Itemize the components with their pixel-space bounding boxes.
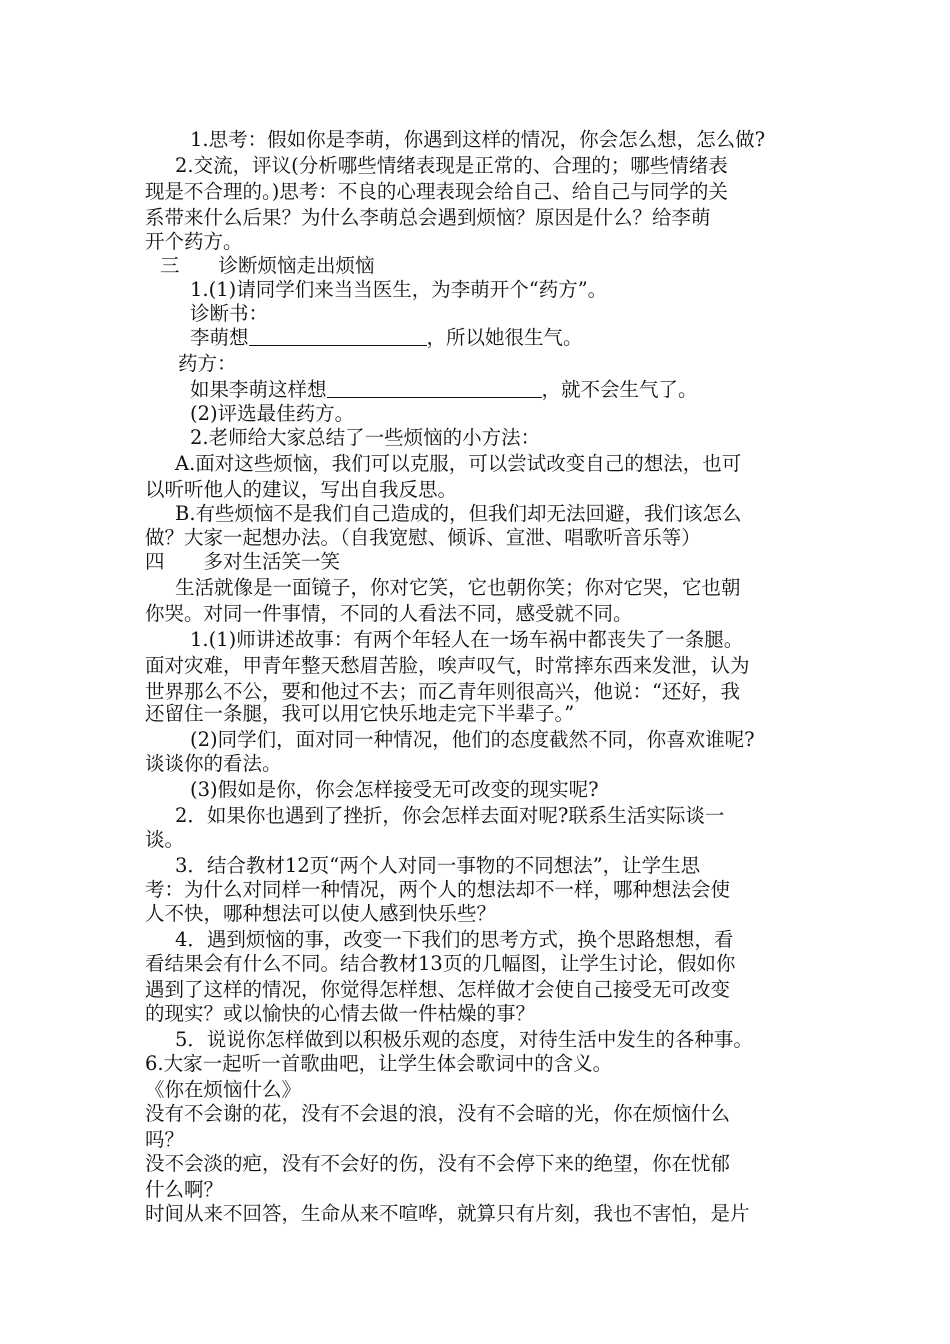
text-line: 系带来什么后果？为什么李萌总会遇到烦恼？原因是什么？给李萌	[145, 206, 711, 229]
text-line: 6.大家一起听一首歌曲吧，让学生体会歌词中的含义。	[145, 1052, 613, 1075]
text-line: 考：为什么对同样一种情况，两个人的想法却不一样，哪种想法会使	[145, 878, 731, 901]
text-line: (2)评选最佳药方。	[190, 402, 355, 425]
text-line: 的现实？或以愉快的心情去做一件枯燥的事？	[145, 1002, 536, 1025]
text-line: 还留住一条腿，我可以用它快乐地走完下半辈子。”	[145, 702, 575, 725]
text-line: 4．遇到烦恼的事，改变一下我们的思考方式，换个思路想想，看	[175, 928, 734, 951]
text-line: B.有些烦恼不是我们自己造成的，但我们却无法回避，我们该怎么	[175, 502, 742, 525]
diagnosis-suffix: ，所以她很生气。	[426, 326, 583, 349]
text-line: 2.交流，评议(分析哪些情绪表现是正常的、合理的；哪些情绪表	[175, 154, 728, 177]
section-heading: 三 诊断烦恼走出烦恼	[160, 254, 375, 277]
prescription-suffix: ，就不会生气了。	[541, 378, 698, 401]
text-line: 看结果会有什么不同。结合教材13页的几幅图，让学生讨论，假如你	[145, 952, 736, 975]
lyric-line: 时间从来不回答，生命从来不喧哗，就算只有片刻，我也不害怕，是片	[145, 1202, 750, 1225]
lyric-line: 没有不会谢的花，没有不会退的浪，没有不会暗的光，你在烦恼什么	[145, 1102, 731, 1125]
lyric-line: 吗？	[145, 1128, 185, 1151]
text-line: 以听听他人的建议，写出自我反思。	[145, 478, 458, 501]
text-line: 1.(1)请同学们来当当医生，为李萌开个“药方”。	[190, 278, 608, 301]
prescription-blank[interactable]	[327, 379, 542, 398]
diagnosis-prefix: 李萌想	[190, 326, 249, 349]
text-line: 药方：	[178, 352, 237, 375]
text-line: 开个药方。	[145, 230, 243, 253]
text-line: 1.思考：假如你是李萌，你遇到这样的情况，你会怎么想，怎么做?	[190, 128, 766, 151]
text-line: 诊断书：	[190, 302, 269, 325]
text-line: (2)同学们，面对同一种情况，他们的态度截然不同，你喜欢谁呢?	[190, 728, 755, 751]
section-heading: 四 多对生活笑一笑	[145, 550, 341, 573]
diagnosis-line	[190, 326, 583, 350]
prescription-prefix: 如果李萌这样想	[190, 378, 327, 401]
text-line: 3．结合教材12页“两个人对同一事物的不同想法”，让学生思	[175, 854, 701, 877]
diagnosis-blank[interactable]	[249, 327, 427, 346]
text-line: 谈。	[145, 828, 185, 851]
text-line: 面对灾难，甲青年整天愁眉苦脸，唉声叹气，时常摔东西来发泄，认为	[145, 654, 750, 677]
text-line: 做？大家一起想办法。（自我宽慰、倾诉、宣泄、唱歌听音乐等）	[145, 526, 701, 549]
text-line: 你哭。对同一件事情，不同的人看法不同，感受就不同。	[145, 602, 633, 625]
text-line: 世界那么不公，要和他过不去；而乙青年则很高兴，他说：“还好，我	[145, 680, 740, 703]
lyric-line: 什么啊？	[145, 1178, 224, 1201]
text-line: 谈谈你的看法。	[145, 752, 282, 775]
text-line: 现是不合理的。)思考：不良的心理表现会给自己、给自己与同学的关	[145, 180, 728, 203]
text-line: 2.老师给大家总结了一些烦恼的小方法：	[190, 426, 541, 449]
text-line: 2．如果你也遇到了挫折，你会怎样去面对呢?联系生活实际谈一	[175, 804, 725, 827]
text-line: A.面对这些烦恼，我们可以克服，可以尝试改变自己的想法，也可	[175, 452, 742, 475]
text-line: (3)假如是你，你会怎样接受无可改变的现实呢?	[190, 778, 599, 801]
song-title: 《你在烦恼什么》	[145, 1078, 302, 1101]
text-line: 人不快，哪种想法可以使人感到快乐些？	[145, 902, 497, 925]
text-line: 遇到了这样的情况，你觉得怎样想、怎样做才会使自己接受无可改变	[145, 978, 731, 1001]
prescription-line	[190, 378, 698, 402]
lyric-line: 没不会淡的疤，没有不会好的伤，没有不会停下来的绝望，你在忧郁	[145, 1152, 731, 1175]
text-line: 5．说说你怎样做到以积极乐观的态度，对待生活中发生的各种事。	[175, 1028, 753, 1051]
text-line: 1.(1)师讲述故事：有两个年轻人在一场车祸中都丧失了一条腿。	[190, 628, 744, 651]
text-line: 生活就像是一面镜子，你对它笑，它也朝你笑；你对它哭，它也朝	[175, 576, 741, 599]
